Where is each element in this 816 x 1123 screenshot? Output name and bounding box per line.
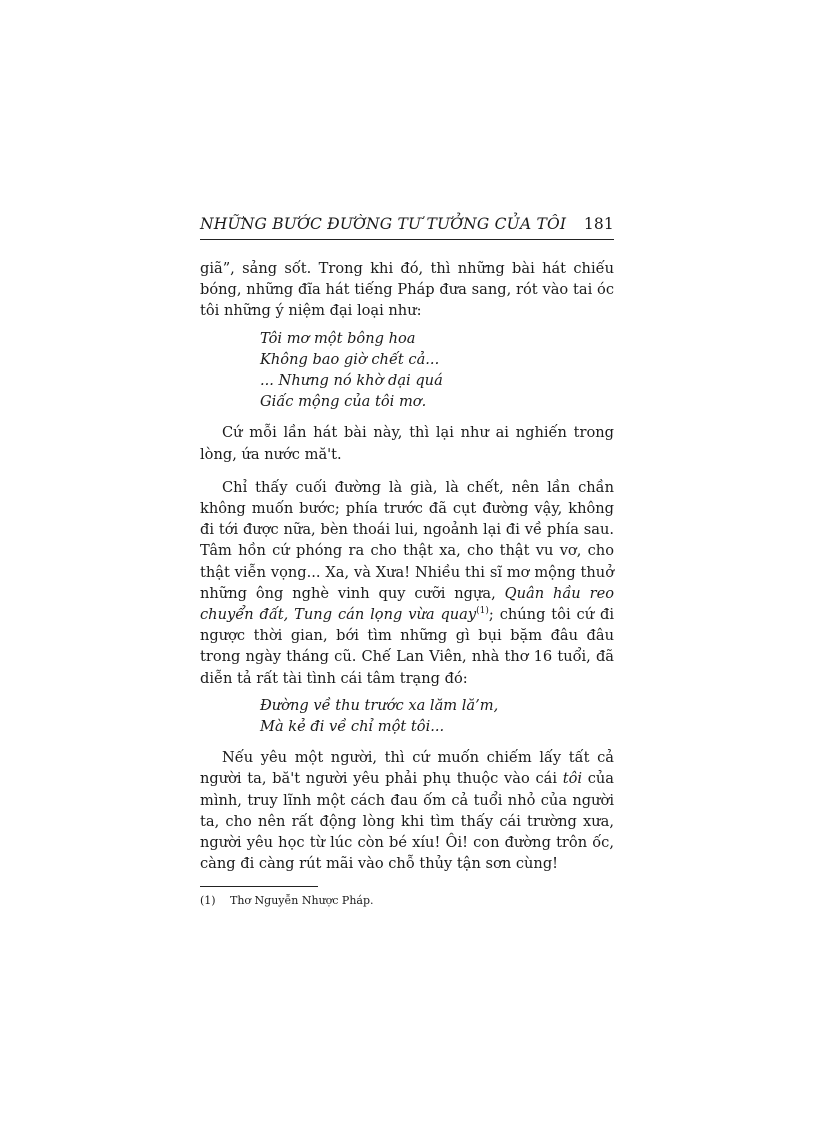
- paragraph-4-text-a: Nếu yêu một người, thì cứ muốn chiếm lấy tất cả người ta, bă't người yêu phải phụ thuộc vào cái: [200, 749, 614, 788]
- paragraph-4: [200, 747, 614, 874]
- verse-line: Đường về thu trước xa lăm lă’m,: [260, 696, 499, 714]
- verse-block-2: [260, 695, 614, 737]
- paragraph-1: giã”, sảng sốt. Trong khi đó, thì những bài hát chiếu bóng, những đĩa hát tiếng Pháp đưa sang, rót vào tai óc tôi những ý niệm đại loại như:: [200, 260, 614, 320]
- paragraph-2: Cứ mỗi lần hát bài này, thì lại như ai nghiến trong lòng, ứa nước mă't.: [200, 424, 614, 463]
- paragraph-3: [200, 477, 614, 689]
- footnote-reference: (1): [476, 606, 489, 617]
- body-text: [200, 258, 614, 908]
- footnote-divider: [200, 886, 318, 887]
- verse-line: Mà kẻ đi về chỉ một tôi...: [260, 718, 445, 736]
- footnote: [200, 893, 614, 908]
- book-page: [200, 215, 614, 908]
- paragraph-4-text-b: của mình, truy lĩnh một cách đau ốm cả tuổi nhỏ của người ta, cho nên rất động lòng khi tìm thấy cái trường xưa, người yêu học từ lúc còn bé xíu! Ôi! con đường trôn ốc, càng đi càng rút mãi vào chỗ thủy tận sơn cùng!: [200, 770, 615, 873]
- paragraph-4-emphasis: tôi: [562, 770, 583, 788]
- page-number: 181: [583, 215, 614, 233]
- verse-block-1: [260, 328, 614, 413]
- footnote-text: Thơ Nguyễn Nhược Pháp.: [230, 894, 374, 908]
- paragraph-3-text-a: Chỉ thấy cuối đường là già, là chết, nên lần chần không muốn bước; phía trước đã cụt đường vậy, không đi tới được nữa, bèn thoái lui, ngoảnh lại đi về phía sau. Tâm hồn cứ phóng ra cho thật xa, cho thật vu vơ, cho thật viễn vọng... Xa, và Xưa! Nhiều thi sĩ mơ mộng thuở những ông nghè vinh quy cưỡi ngựa,: [200, 478, 614, 602]
- verse-line: ... Nhưng nó khờ dại quá: [260, 372, 443, 390]
- paragraph-3-text-b: ; chúng tôi cứ đi ngược thời gian, bới tìm những gì bụi bặm đâu đâu trong ngày tháng cũ. Chế Lan Viên, nhà thơ 16 tuổi, đã diễn tả rất tài tình cái tâm trạng đó:: [200, 606, 615, 687]
- verse-line: Tôi mơ một bông hoa: [260, 329, 416, 347]
- running-title: NHỮNG BƯỚC ĐƯỜNG TƯ TƯỞNG CỦA TÔI: [200, 215, 567, 233]
- footnote-mark: (1): [200, 894, 216, 908]
- verse-line: Không bao giờ chết cả...: [260, 350, 440, 368]
- verse-line: Giấc mộng của tôi mơ.: [260, 393, 427, 411]
- running-header: [200, 215, 614, 240]
- paragraph-3-quote: Quân hầu reo chuyển đất, Tung cán lọng vừa quay: [200, 584, 614, 624]
